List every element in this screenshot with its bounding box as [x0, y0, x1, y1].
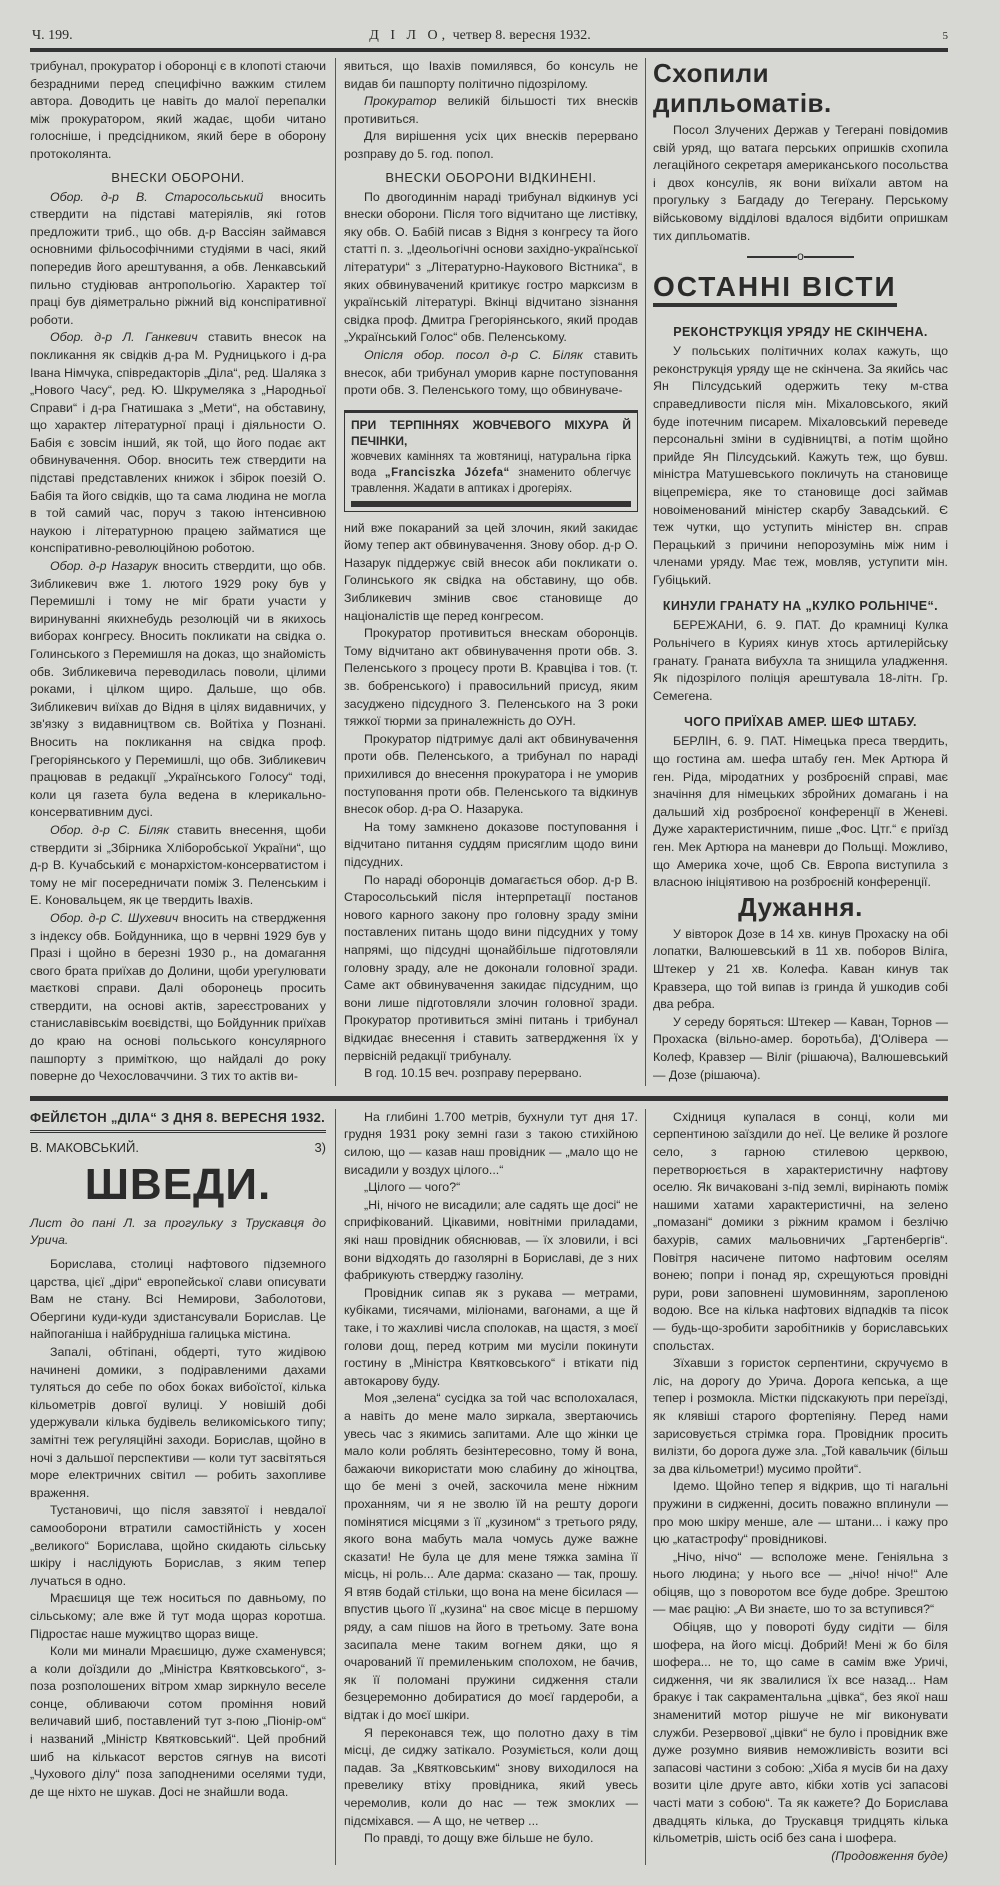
masthead-center [230, 28, 730, 44]
paragraph [653, 1355, 948, 1478]
paragraph-text: Східниця купалася в сонці, коли ми серпентиною заїздили до неї. Це велике й розлоге село, з гарною стилевою церквою, перетворюється в характеристичну нафтову оселю. Як вичаковані з-під землі, вирінають поміж нашими хатами характеристичні, на зелено „помазані“ домики з ріжним крамом і безлічю бахурів, самих мальовничих „Гартенбергів“. Повітря насичене питомо нафтовим оселям вонею; попри і понад яр, схрещуються провідні рури, рови заповнені шумовинням, заропленою водою. Все на кілька нафтових відпадків та пісок — будь-що-зробити заробітників у бориславських спольстах. [653, 1109, 948, 1353]
paragraph [344, 520, 638, 626]
news-headline: КИНУЛИ ГРАНАТУ НА „КУЛКО РОЛЬНІЧЕ“. [662, 599, 939, 614]
paragraph-text: БЕРЕЖАНИ, 6. 9. ПАТ. До крамниці Кулка Рольнічего в Куриях кинув хтось артилерійську гранату. Граната вибухла та знищила уладження. Як підозрілого поліція арештувала 18-літн. Гр. Семегена. [653, 618, 948, 703]
paragraph-text: Обіцяв, що у повороті буду сидіти — біля шофера, на його місці. Добрий! Мені ж бо біля шофера... не то, що саме в самім вже Уричі, сидження, чи як звалилися їх все назад... Нам бракує і так сакраментальна „цівка“, без якої наш знаменитий мотор рішуче не міг виконувати служби. Резервової „цівки“ не було і провідник вже дуже розумно виявив неможливість возити всі запасові частини з собою: „Хіба я мусів би на даху возити ціле друге авто, кібки хотів усі запасові часті мати з собою“. Та як кажете? До Борислава двадцять кілька, до Трускавця тридцять кілька кільометрів, шість осіб без сана і шофера. [653, 1620, 948, 1846]
paragraph-text: вносить ствердити, що обв. Зибликевич вже 1. лютого 1929 року був у Перемишлі і тому не міг брати участи у виринуванні якихнебудь резолюцій чи в якихось виборах конгресу. Вносить покликати на свідка о. Голинського з Перемишля на доказ, що знайомість обв. Зибликевича переводилась поволи, цілими роками, і цілком щиро. Дальше, що обв. Зибликевич виїхав до Відня в цілях видавничих, у зв'язку з видавництвом св. Войтіха у Познані. Вносить на покликання на свідка проф. Грегоріянського у Перемишлі, що обв. Зибликевич працював в редакції „Українського Голосу“ тоді, коли ця газета була ведена в клерикально-консервативним дусі. [30, 559, 327, 820]
paragraph [344, 1179, 638, 1197]
feuilleton-title: ШВЕДИ. [84, 1159, 272, 1209]
paragraph-text: трибунал, прокуратор і оборонці є в клопоті стаючи безрадними перед специфічно важким стилем автора. Доводить це навіть до малої перепалки між прокуратором, який жадає, щоби читано голосніше, і предсідником, який бере в оборону протоколянта. [30, 59, 326, 161]
advertisement-franciszka-jozefa [344, 410, 638, 512]
paragraph-text: „Ні, нічого не висадили; але садять ще досі“ не сприфікований. Цікавими, новітніми приладами, які наш провідник обяснював, — їх зловили, і всі вони відходять до газолярні в Бориславі, де з них фабрикують стверджу газоліну. [344, 1197, 638, 1283]
paragraph-text: „Цілого — чого?“ [364, 1180, 461, 1195]
paragraph-lead: Обор. д-р В. Старосольський [50, 189, 264, 204]
paragraph [344, 347, 638, 400]
paragraph [653, 733, 948, 891]
paragraph-text: великій більшості тих внесків противиться. [344, 94, 638, 126]
paragraph-text: Запалі, обтіпані, обдерті, тутo жидівою начинені домики, з подіравленими дахами туляться до себе по обох боках вибоїстої, кілька кільометрів довгої вулиці. У новішій добі удержували кілька будівель великоміського типу; замітні теж регуляційні заходи. Борислав, щойно в ночі з дальшої перспективи — коли тут засвітяться море електричних світил — робить захопливе враження. [30, 1345, 326, 1500]
feuilleton-subtitle: Лист до пані Л. за прогульку з Трускавця до Урича. [30, 1215, 326, 1248]
paragraph [30, 329, 326, 558]
article-headline: Схопили дипльоматів. [653, 58, 832, 118]
top-section [30, 58, 948, 1086]
paragraph-text: ставить внесення, щоби ствердити зі „Збірника Хліборобської України“, що д-р В. Кучабський є монархістом-консерватистом і тому не міг посередничати поміж З. Пеленським і Е. Коновальцем, як це твердить Івахів. [30, 822, 326, 908]
paragraph-text: Посол Злучених Держав у Тегерані повідомив свій уряд, що ватага перських опришків схопила легаційного секретаря американського посольства і двох консулів, як вони виїхали автом на прогульку з Багдаду до Тегерану. Перському військовому відділові вдалося відбити опришкам тих дипльоматів. [653, 123, 948, 243]
ad-title: ПРИ ТЕРПІННЯХ ЖОВЧЕВОГО МІХУРА Й ПЕЧІНКИ, [351, 417, 631, 448]
byline [30, 1139, 326, 1157]
ornamental-divider: o [653, 249, 948, 263]
paragraph-text: У польських політичних колах кажуть, що реконструкція уряду ще не скінчена. За якийсь час Ян Пілсудський одержить теку м-ства справедливости після мін. Міхаловського, який буде іпотечним писарем. Міхаловський переведе персональні зміни в судівництві, а потім щойно прийде Ян Пілсудський. Кажуть теж, що бувш. міністра Матушевського покличуть на становище віцепремієра, яке то становище досі займав новоіменований міністер скарбу Завадський. Є теж чутки, що уступить міністер вн. справ Перацький з причини непорозумінь між ним і членами уряду. Має теж, мовляв, уступити мін. Губіцький. [653, 344, 948, 587]
section-rule [30, 1096, 948, 1101]
paragraph-text: У середу боряться: Штекер — Каван, Торнов — Прохаска (вільно-амер. боротьба), Д'Олівера — Колеф, Кравзер — Віліг (рішаюча), Валюшевський — Дозе (рішаюча). [653, 1014, 948, 1082]
latest-news-banner: ОСТАННІ ВІСТИ [653, 271, 897, 307]
feuilleton-col1 [30, 1109, 336, 1866]
paragraph [30, 189, 326, 330]
paragraph-text: Мраєшиця ще теж носиться по давньому, по сільському; але вже й тут мода щораз коротша. Підростає наше мужицтво щораз вище. [30, 1591, 326, 1641]
issue-number: Ч. 199. [32, 28, 73, 43]
paragraph [344, 1830, 638, 1848]
masthead [30, 26, 948, 46]
paragraph [653, 1478, 948, 1548]
paragraph-lead: Обор. д-р Назарук [50, 559, 159, 574]
ad-text [351, 449, 631, 497]
paragraph-lead: Обор. д-р Л. Ганкевич [50, 330, 198, 345]
paragraph [30, 558, 326, 822]
paragraph [30, 910, 326, 1086]
paragraph-lead: Обор. д-р С. Біляк [50, 822, 169, 837]
paragraph-text: ний вже покараний за цей злочин, який закидає йому тепер акт обвинувачення. Знову обор. д-р О. Назарук піддержує свій внесок аби покликати о. Голинського як свідка на обставину, що обв. Зибликевич змінив своє становище до націоналістів ще перед конгресом. [344, 520, 638, 623]
paragraph-text: Борислава, столиці нафтового підземного царства, цієї „діри“ европейської слави описувати Вам не стану. Всі Немирови, Заболотови, Обергини куди-куди здистансували Борислав. Це найпоганіша і найбрудніша галицька містина. [30, 1257, 326, 1342]
section-heading: ВНЕСКИ ОБОРОНИ ВІДКИНЕНІ. [385, 169, 597, 185]
paragraph-text: ставить внесок на покликання як свідків д-ра М. Рудницького і д-ра Івана Німчука, співредакторів „Діла“, ред. Шаляка з „Нового Часу“, ред. Ю. Шкрумеляка з „Народньої Справи“ і д-ра Гнатишака з „Мети“, на обставину, що характер літературної праці і діяльности О. Бабія є зовсім інший, як той, що його подає акт обвинувачення. Обор. вносить теж ствердити на підставі представлених книжок і збірок поезій О. Бабія та його свідків, що та сама людина не могла в той самий час, поруч з такою інтенсивною наукою і літературною працею займатися ще конспіративно-революційною роботою. [30, 330, 327, 556]
paragraph [344, 1197, 638, 1285]
paragraph [653, 1014, 948, 1084]
paragraph-text: Прокуратор підтримує далі акт обвинувачення проти обв. Пеленського, а трибунал по нараді прихилився до внесення прокуратора і не уморив поступовання проти обв. Пеленського та відкинув внесок обор. д-ра О. Назарука. [344, 731, 638, 817]
paragraph [653, 926, 948, 1014]
article-trial-col2 [336, 58, 646, 1086]
paragraph [653, 1109, 948, 1355]
news-headline: РЕКОНСТРУКЦІЯ УРЯДУ НЕ СКІНЧЕНА. [673, 325, 928, 340]
paragraph [30, 1590, 326, 1643]
paragraph-text: Тустановичі, що після завзятої і невдалої самооборони втратили самостійність у хосен „великого“ Борислава, щойно скидають сільську шкіру і наслідують Борислав, з яким тепер лучаться в одно. [30, 1503, 326, 1588]
paragraph [30, 58, 326, 164]
paragraph-text: Я переконався теж, що полотно даху в тім місці, де сиджу затікало. Розуміється, коли дощ падав. За „Квятковським“ знову виходилося на превелику втіху провідника, який увесь черемолив, коли до нас — теж змоклих — підсміхався. — А що, не четвер ... [344, 1725, 638, 1828]
section-heading: ВНЕСКИ ОБОРОНИ. [111, 169, 245, 185]
paragraph [344, 819, 638, 872]
paragraph [344, 1109, 638, 1179]
paragraph [30, 1502, 326, 1590]
ad-text-2: знаменито облегчує травлення. Жадати в аптиках і дрогеріях. [351, 466, 631, 495]
newspaper-title: Д І Л О, [369, 28, 450, 43]
ad-bottom-bar [351, 501, 631, 507]
feuilleton-col2 [336, 1109, 646, 1866]
paragraph [653, 1619, 948, 1848]
feuilleton-section [30, 1109, 948, 1866]
feuilleton-col1-body [30, 1256, 326, 1801]
paragraph [653, 343, 948, 589]
paragraph [344, 1065, 638, 1083]
paragraph [344, 625, 638, 731]
feuilleton-col3 [646, 1109, 948, 1866]
paragraph [344, 58, 638, 93]
paragraph-text: Коли ми минали Мраєшицю, дуже схаменувся; а коли доїздили до „Міністра Квятковського“, з-поза розполошених вітром хмар зиркнуло веселе сонце, обливаючи сотом проміння новий величавий шиб, поставлений тут з-пою „Піонір-ом“ і названий „Міністр Квятковський“. Цей пробний шиб на кількасот верстов сягнув на висоті „Чухового ділу“ поза заподненими оселями туди, де ще ніхто не шукав. Досі не знайшли вода. [30, 1644, 326, 1799]
news-column [646, 58, 948, 1086]
paragraph-text: Провідник сипав як з рукава — метрами, кубіками, тисячами, міліонами, вагонами, а ще й таке, і то жахливі числа сполокав, на щастя, з моєї голови дощ, перед котрим ми мусіли покинути гостину в „Міністра Квятковського“ і втікати під автокарову буду. [344, 1285, 638, 1388]
paragraph [344, 872, 638, 1066]
paragraph-text: У вівторок Дозе в 14 хв. кинув Прохаску на обі лопатки, Валюшевський в 11 хв. поборов Віліга, Штекер у 21 хв. Колефа. Каван кинув так Кравзера, що той випав із гринда й ушкодив собі два ребра. [653, 926, 948, 1012]
paragraph [30, 822, 326, 910]
paragraph [344, 1390, 638, 1724]
paragraph [344, 1725, 638, 1831]
paragraph-lead: Опісля обор. посол д-р С. Біляк [364, 347, 583, 362]
paragraph-text: По правді, то дощу вже більше не було. [364, 1831, 594, 1846]
ad-brand: „Franciszka Józefa“ [384, 466, 510, 479]
paragraph-text: По двогодиннім нараді трибунал відкинув усі внески оборони. Після того відчитано ще листівку, яку обв. О. Бабій писав з Відня з конгресу та його статті п. з. „Ідеольогічні основи західно-української літератури“ з „Літературно-Наукового Вістника“, в яких обвинувачений критикує гостро марксизм в українській літературі. Вкінці відчитано зізнання свідка проф. Дмитра Грегоріянського, який продав „Український Голос“ обв. Пеленському. [344, 189, 638, 345]
newspaper-page [30, 0, 948, 1885]
paragraph [344, 93, 638, 128]
paragraph-text: В год. 10.15 веч. розправу перервано. [364, 1066, 582, 1081]
paragraph-text: Зїхавши з гористок серпентини, скручуємо в ліс, на дорогу до Урича. Дорога кепська, а ще тепер і розмокла. Містки підскакують при переїзді, як клявіші старого фортепіяну. Перед нами зарисовується стрімка гора. Провідник просить вилізти, бо дорога дуже зла. „Той кавальчик (більш за два кільометри!) мусимо пройти“. [653, 1356, 948, 1476]
to-be-continued: (Продовження буде) [831, 1848, 948, 1863]
ad-text-1: жовчевих каміннях та жовтяниці, натуральна гірка вода [351, 450, 631, 479]
paragraph [344, 189, 638, 347]
paragraph [30, 1344, 326, 1502]
paragraph-text: вносить ствердити на підставі матеріялів, які готов предложити триб., що обв. д-р Вассіян займався основними фільософічними студіями в часі, який попередив його арештування, а обв. Ленкавський пильно студіював антропольогію. Характер тої праці був діяметрально ріжний від конспіративної роботи. [30, 189, 326, 327]
paragraph [344, 1285, 638, 1391]
masthead-rule [30, 48, 948, 52]
paragraph [653, 122, 948, 245]
author: В. МАКОВСЬКИЙ. [30, 1139, 139, 1155]
paragraph-text: вносить на ствердження з індексу обв. Бойдунника, що в червні 1929 був у Празі і щойно в березні 1930 р., на домагання свого брата приїхав до Долини, щоби урегулювати маєткові справи. Далі оборонець просить ствердити, на основі актів, зареєстрованих у станиславівськім воєвідстві, що Бойдунник приїхав до краю на основі польського консулярного пашпорту з приміткою, що найдалі до року поверне до Чехословаччини. З тих то актів ви- [30, 910, 326, 1084]
paragraph [344, 731, 638, 819]
paragraph-text: Для вирішення усіх цих внесків перервано розправу до 5. год. попол. [344, 129, 638, 161]
paragraph-lead: Прокуратор [364, 94, 437, 109]
trial-col2-lower [344, 520, 638, 1083]
trial-col2-upper [344, 58, 638, 400]
paragraph-text: Прокуратор противиться внескам оборонців. Тому відчитано акт обвинувачення проти обв. З. Пеленського з процесу проти В. Кравціва і тов. (т. зв. бобренського) і правосильний присуд, яким засуджено підсудного З. Пеленського на 3 роки тяжкої тюрми за приналежність до ОУН. [344, 626, 638, 729]
page-number: 5 [942, 30, 948, 42]
paragraph [30, 1643, 326, 1801]
paragraph-text: Моя „зелена“ сусідка за той час всполохалася, а навіть до мене мало зиркала, звертаючись увесь час з якимись запитами. Але що жінки це мало коли роблять безінтересовно, тому й вона, бажаючи використати мою слабину до жіноцтва, що бе мені з очей, заскочила мене ніжним проханням, чи я не зволю їй на решту дороги помінятися місцями з її „кузином“ з третього ряду, якого вона мабуть мала чомусь дуже важне сказати! Не була це для мене тяжка заміна її місць, ні роль... Але дарма: сказано — так, прошу. Я втяв бодай стільки, що вона на мене бісилася — впустив цього її „кузина“ на своє місце в першому ряду, а сам пішов на його в третьому. Зате вона засипала мене таким вогнем дяки, що я очарований її премиленьким сполохом, не бачив, як її поломані пружини сидження стали безцеремонно добиратися до моєї гардероби, а відтак і до моєї шкіри. [344, 1391, 638, 1723]
paragraph-text: БЕРЛІН, 6. 9. ПАТ. Німецька преса твердить, що гостина ам. шефа штабу ген. Мек Артюра й ген. Ріда, міродатних у розброєній справі, має значіння для німецьких збройних домагань і на дальший хід розброєної конференції в Женеві. Дуже характеристичним, пише „Фос. Цтг.“ є приїзд ген. Мек Артюра на маневри до Польщі. Можливо, що Америка хоче, щоб Св. Европа виступила з власною ініціятивою на розброєній конференції. [653, 734, 948, 890]
article-headline: Дужання. [738, 891, 863, 922]
paragraph [653, 617, 948, 705]
paragraph-text: явиться, що Івахів помилявся, бо консуль не видав би пашпорту політично підозрілому. [344, 59, 638, 91]
part-number: 3) [314, 1139, 326, 1155]
paragraph-text: На глибині 1.700 метрів, бухнули тут дня 17. грудня 1931 року земні гази з такою стихійною силою, що — казав наш провідник — „мало що не висадили у воздух цілого...“ [344, 1109, 638, 1177]
paragraph-text: На тому замкнено доказове поступовання і відчитано питання суддям присяглим щодо вини підсудних. [344, 819, 638, 869]
paragraph [30, 1256, 326, 1344]
article-trial-col1 [30, 58, 336, 1086]
paragraph-lead: Обор. д-р С. Шухевич [50, 910, 179, 925]
paragraph-text: „Нічо, нічо“ — всположе мене. Геніяльна з нього людина; у нього все — „нічо! нічо!“ Але обіцяв, що з поворотом все буде добре. Зрештою — має рацію: „А Ви знаєте, шо то за вступився?“ [653, 1549, 948, 1617]
paragraph-text: Ідемо. Щойно тепер я відкрив, що ті нагальні пружини в сидженні, досить поважно вплинули — про мою шкіру менше, але — штани... і кажу про цю „катастрофу“ провідникові. [653, 1479, 948, 1547]
paragraph-text: По нараді оборонців домагається обор. д-р В. Старосольський після інтерпретації постанов нового карного закону про головну зраду зміни поставлених питань щодо вини підсудних у тому напрямі, що підсудні щонайбільше підготовляли головну зраду, але не доконали головної зради. Саме акт обвинувачення закидає підсудним, що вони лише підготовляли злочин головної зради. Прокуратор противиться зміні питань і трибунал відкидає внесення і ставить затвердження їх у первісній редакції трибуналу. [344, 872, 638, 1063]
paragraph [344, 128, 638, 163]
paragraph-text: ставить внесок, аби трибунал уморив карне поступовання проти обв. З. Пеленського тому, що обвинуваче- [344, 347, 639, 398]
paragraph [653, 1549, 948, 1619]
issue-date: четвер 8. вересня 1932. [452, 28, 591, 43]
news-headline: ЧОГО ПРИЇХАВ АМЕР. ШЕФ ШТАБУ. [684, 715, 917, 730]
feuilleton-kicker: ФЕЙЛЄТОН „ДІЛА“ З ДНЯ 8. ВЕРЕСНЯ 1932. [30, 1109, 326, 1133]
